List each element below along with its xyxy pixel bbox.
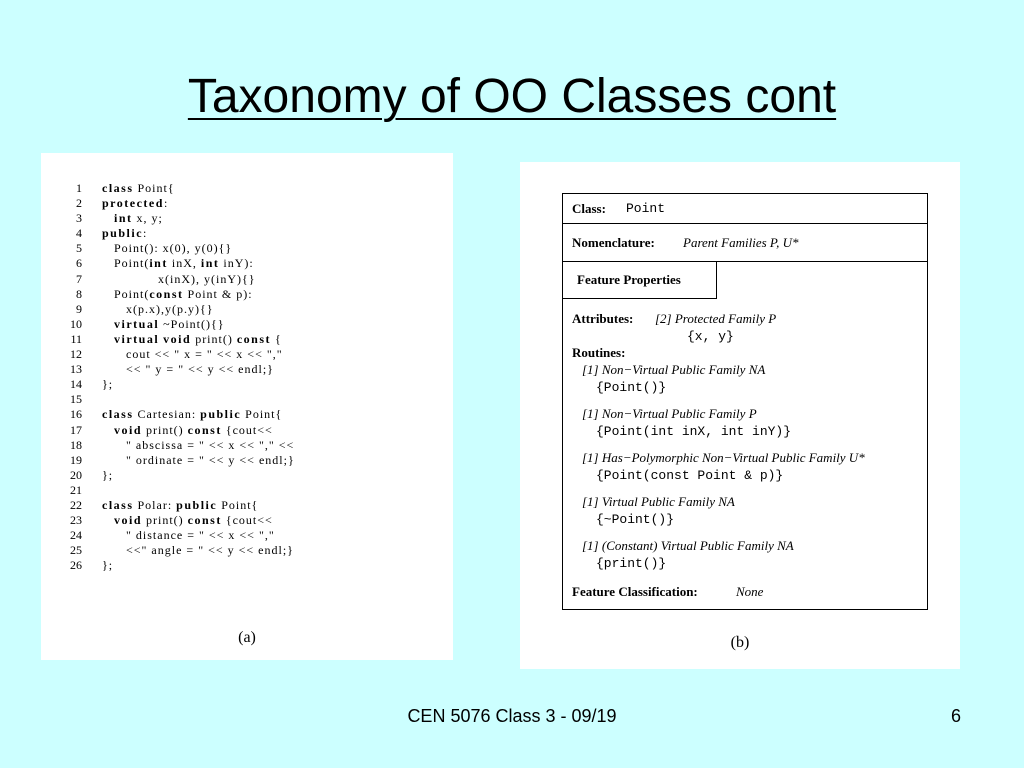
code-text [102,407,282,422]
code-keyword: int [149,256,168,271]
code-keyword: const [149,286,184,301]
code-line [41,407,453,422]
attributes-label: Attributes: [572,311,634,326]
code-token: Point( [102,256,150,271]
code-keyword: const [187,513,222,528]
feature-properties-label: Feature Properties [577,272,681,287]
code-keyword: void [114,513,143,528]
code-keyword: int [114,211,133,226]
line-number: 7 [76,271,82,286]
code-keyword: virtual [114,316,160,331]
code-token: print() [191,331,237,346]
routine-description: [1] (Constant) Virtual Public Family NA [582,538,794,553]
code-line [41,256,453,271]
code-line [41,498,453,513]
routine-signature: {Point(const Point & p)} [596,468,784,483]
code-line [41,362,453,377]
code-token: Point{ [217,497,259,512]
code-line [41,241,453,256]
code-line [41,543,453,558]
line-number: 9 [76,301,82,316]
code-keyword: public [102,226,144,241]
nomenclature-label: Nomenclature: [572,235,655,250]
code-keyword: const [187,422,222,437]
code-line [41,272,453,287]
code-token: {cout<< [221,513,273,528]
code-text [102,453,295,468]
code-token: : [163,196,169,211]
code-token: Point( [102,286,150,301]
code-token: Point & p): [183,286,253,301]
line-number: 22 [70,497,82,512]
figure-a-caption: (a) [238,629,256,646]
code-line [41,287,453,302]
routine-description: [1] Non−Virtual Public Family P [582,406,757,421]
code-token [102,211,114,225]
code-keyword: public [200,407,242,422]
code-token [102,332,114,346]
code-line [41,528,453,543]
slide-title: Taxonomy of OO Classes cont [187,70,837,123]
code-line [41,558,453,573]
class-label: Class: [572,201,606,216]
nomenclature-row [563,224,927,262]
line-number: 15 [70,392,82,407]
code-token: " distance = " << x << "," [102,528,275,543]
line-number: 5 [76,241,82,256]
code-token: Point{ [241,407,283,422]
line-number: 14 [70,377,82,392]
routine-signature: {Point()} [596,380,667,395]
line-number: 2 [76,196,82,211]
code-token: print() [142,513,188,528]
line-number: 25 [70,543,82,558]
code-token: << " y = " << y << endl;} [102,362,274,377]
code-text [102,211,163,226]
routine-description: [1] Non−Virtual Public Family NA [582,362,766,377]
code-line [41,483,453,498]
code-text [102,317,225,332]
code-keyword: virtual [114,331,160,346]
code-line [41,302,453,317]
code-keyword: class [102,407,134,422]
code-keyword: void [114,422,143,437]
code-text [102,558,113,573]
code-line [41,423,453,438]
code-token: Cartesian: [133,407,201,422]
figure-b-caption: (b) [730,634,750,651]
code-keyword: const [236,331,272,346]
line-number: 11 [70,331,82,346]
attributes-value: [2] Protected Family P [655,311,777,326]
code-text [102,347,283,362]
code-token [102,423,114,437]
code-line [41,513,453,528]
code-token: {cout<< [221,422,273,437]
class-description-table [562,193,928,610]
code-token: }; [102,377,114,392]
code-token [102,317,114,331]
code-line [41,226,453,241]
routine-signature: {~Point()} [596,512,675,527]
code-token: " ordinate = " << y << endl;} [102,452,295,467]
code-line [41,453,453,468]
line-number: 13 [70,362,82,377]
code-text [102,362,274,377]
code-line [41,377,453,392]
code-line [41,438,453,453]
code-text [102,513,273,528]
feature-properties-tab [563,262,717,299]
code-text [102,528,275,543]
feature-classification-value: None [736,584,764,599]
code-token: x, y; [132,211,163,226]
code-text [102,332,282,347]
code-token: inY): [219,256,254,271]
code-line [41,211,453,226]
line-number: 21 [70,482,82,497]
code-text [102,287,253,302]
code-token: Point{ [133,181,175,195]
code-keyword: public [176,497,218,512]
code-line [41,196,453,211]
feature-classification-label: Feature Classification: [572,584,698,599]
code-line [41,317,453,332]
attributes-members: {x, y} [687,329,734,344]
line-number: 12 [70,347,82,362]
line-number: 3 [76,211,82,226]
code-text [102,468,113,483]
code-text [102,226,147,241]
line-number: 23 [70,513,82,528]
routine-description: [1] Virtual Public Family NA [582,494,735,509]
code-text [102,498,258,513]
class-description-figure [520,162,960,669]
code-text [102,272,256,287]
code-text [102,196,168,211]
code-text [102,543,294,558]
code-keyword: class [102,497,134,512]
line-number: 10 [70,316,82,331]
code-token: x(p.x),y(p.y){} [102,301,214,316]
class-row [563,194,927,224]
routine-signature: {Point(int inX, int inY)} [596,424,792,439]
line-number: 16 [70,407,82,422]
code-token: : [143,226,148,241]
code-token: Point(): x(0), y(0){} [102,241,233,256]
code-keyword: void [163,331,192,346]
line-number: 26 [70,558,82,573]
line-number: 24 [70,528,82,543]
line-number: 20 [70,467,82,482]
code-text [102,377,113,392]
code-token: <<" angle = " << y << endl;} [102,543,294,558]
line-number: 8 [76,286,82,301]
footer-text: CEN 5076 Class 3 - 09/19 [407,706,617,726]
code-token: Polar: [133,497,177,512]
nomenclature-value: Parent Families P, U* [683,235,799,250]
code-text [102,302,214,317]
code-line [41,181,453,196]
code-text [102,256,254,271]
code-keyword: class [102,181,134,195]
code-token: " abscissa = " << x << "," << [102,437,295,452]
code-text [102,181,175,196]
code-token: print() [142,422,188,437]
line-number: 17 [70,422,82,437]
line-number: 6 [76,256,82,271]
code-token [102,513,114,527]
routines-label: Routines: [572,345,626,360]
line-number: 4 [76,226,82,241]
code-token: x(inX), y(inY){} [102,271,256,286]
code-text [102,438,294,453]
line-number: 19 [70,452,82,467]
code-token: cout << " x = " << x << "," [102,347,283,362]
page-number: 6 [951,706,962,726]
code-text [102,423,273,438]
code-token: { [271,331,282,346]
routine-signature: {print()} [596,556,667,571]
routine-description: [1] Has−Polymorphic Non−Virtual Public Family U* [582,450,865,465]
code-keyword: protected [102,196,164,211]
code-text [102,241,232,256]
code-line [41,347,453,362]
code-token: }; [102,558,114,573]
line-number: 18 [70,437,82,452]
code-listing [41,181,453,573]
code-line [41,468,453,483]
code-line [41,332,453,347]
code-keyword: int [200,256,220,271]
line-number: 1 [76,181,82,195]
code-token: }; [102,467,114,482]
code-token: inX, [167,256,201,271]
code-listing-figure [41,153,453,660]
code-token: ~Point(){} [159,316,225,331]
class-name: Point [626,201,666,216]
code-line [41,392,453,407]
